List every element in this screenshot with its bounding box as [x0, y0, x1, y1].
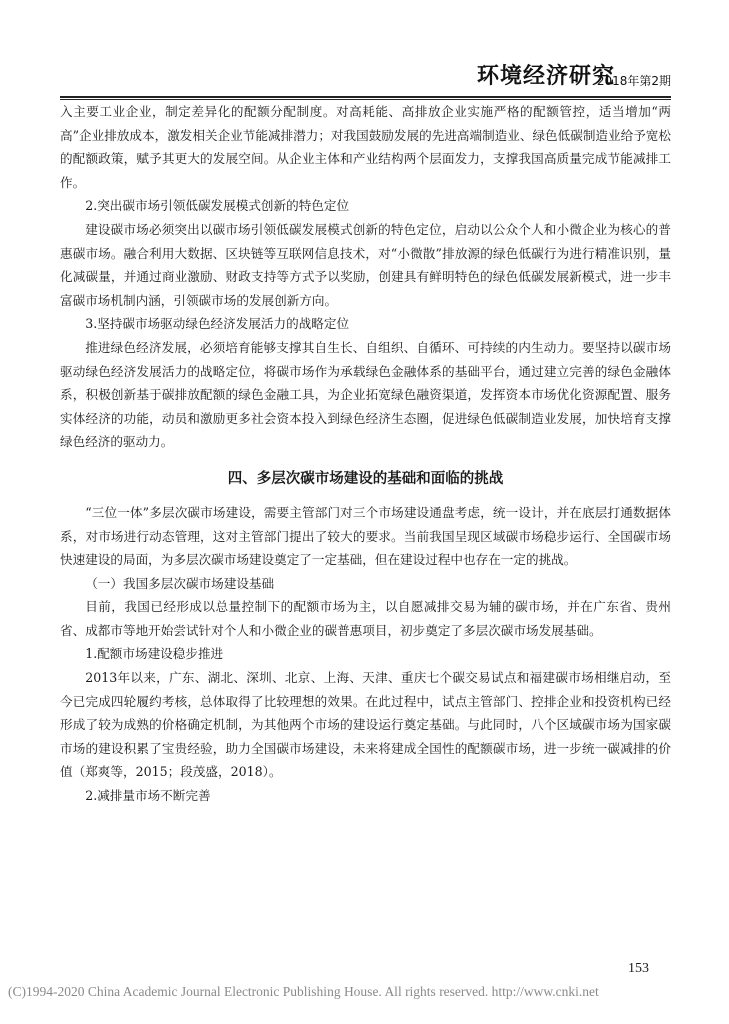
issue-label: 2018年第2期: [596, 74, 671, 88]
page-number: 153: [628, 961, 649, 976]
body-paragraph: 建设碳市场必须突出以碳市场引领低碳发展模式创新的特色定位，启动以公众个人和小微企业为核心的普惠碳市场。融合利用大数据、区块链等互联网信息技术，对“小微散”排放源的绿色低碳行为进行精准识别，量化减碳量，并通过商业激励、财政支持等方式予以奖励，创建具有鲜明特色的绿色低碳发展新模式，进一步丰富碳市场机制内涵，引领碳市场的发展创新方向。: [60, 221, 671, 308]
subsection-heading: 1.配额市场建设稳步推进: [85, 646, 224, 662]
header-rule-thick: [60, 96, 671, 98]
body-paragraph: 2013年以来，广东、湖北、深圳、北京、上海、天津、重庆七个碳交易试点和福建碳市场相继启动，至今已完成四轮履约考核，总体取得了比较理想的效果。在此过程中，试点主管部门、控排企业和投资机构已经形成了较为成熟的价格确定机制，为其他两个市场的建设运行奠定基础。与此同时，八个区域碳市场为国家碳市场的建设积累了宝贵经验，助力全国碳市场建设，未来将建成全国性的配额碳市场，进一步统一碳减排的价值（郑爽等，2015；段茂盛，2018）。: [60, 670, 671, 780]
article-body: [60, 100, 671, 808]
subsection-heading: （一）我国多层次碳市场建设基础: [85, 575, 275, 591]
subsection-heading: 2.减排量市场不断完善: [85, 788, 211, 804]
body-paragraph: 入主要工业企业，制定差异化的配额分配制度。对高耗能、高排放企业实施严格的配额管控，适当增加“两高”企业排放成本，激发相关企业节能减排潜力；对我国鼓励发展的先进高端制造业、绿色低碳制造业给予宽松的配额政策，赋予其更大的发展空间。从企业主体和产业结构两个层面发力，支撑我国高质量完成节能减排工作。: [60, 104, 671, 190]
subsection-heading: 3.坚持碳市场驱动绿色经济发展活力的战略定位: [85, 316, 350, 332]
body-paragraph: “三位一体”多层次碳市场建设，需要主管部门对三个市场建设通盘考虑，统一设计，并在底层打通数据体系，对市场进行动态管理，这对主管部门提出了较大的要求。当前我国呈现区域碳市场稳步运行、全国碳市场快速建设的局面，为多层次碳市场建设奠定了一定基础，但在建设过程中也存在一定的挑战。: [60, 504, 671, 568]
copyright-footer: (C)1994-2020 China Academic Journal Electronic Publishing House. All rights reserved. http://www.cnki.net: [8, 984, 599, 999]
journal-title: 环境经济研究: [476, 64, 615, 89]
subsection-heading: 2.突出碳市场引领低碳发展模式创新的特色定位: [85, 198, 350, 214]
section-heading: 四、多层次碳市场建设的基础和面临的挑战: [227, 470, 504, 487]
body-paragraph: 推进绿色经济发展，必须培育能够支撑其自生长、自组织、自循环、可持续的内生动力。要坚持以碳市场驱动绿色经济发展活力的战略定位，将碳市场作为承载绿色金融体系的基础平台，通过建立完善的绿色金融体系，积极创新基于碳排放配额的绿色金融工具，为企业拓宽绿色融资渠道，发挥资本市场优化资源配置、服务实体经济的功能，动员和激励更多社会资本投入到绿色经济生态圈，促进绿色低碳制造业发展，加快培育支撑绿色经济的驱动力。: [60, 339, 671, 450]
running-header: [60, 64, 671, 94]
body-paragraph: 目前，我国已经形成以总量控制下的配额市场为主，以自愿减排交易为辅的碳市场，并在广东省、贵州省、成都市等地开始尝试针对个人和小微企业的碳普惠项目，初步奠定了多层次碳市场发展基础。: [60, 599, 671, 638]
